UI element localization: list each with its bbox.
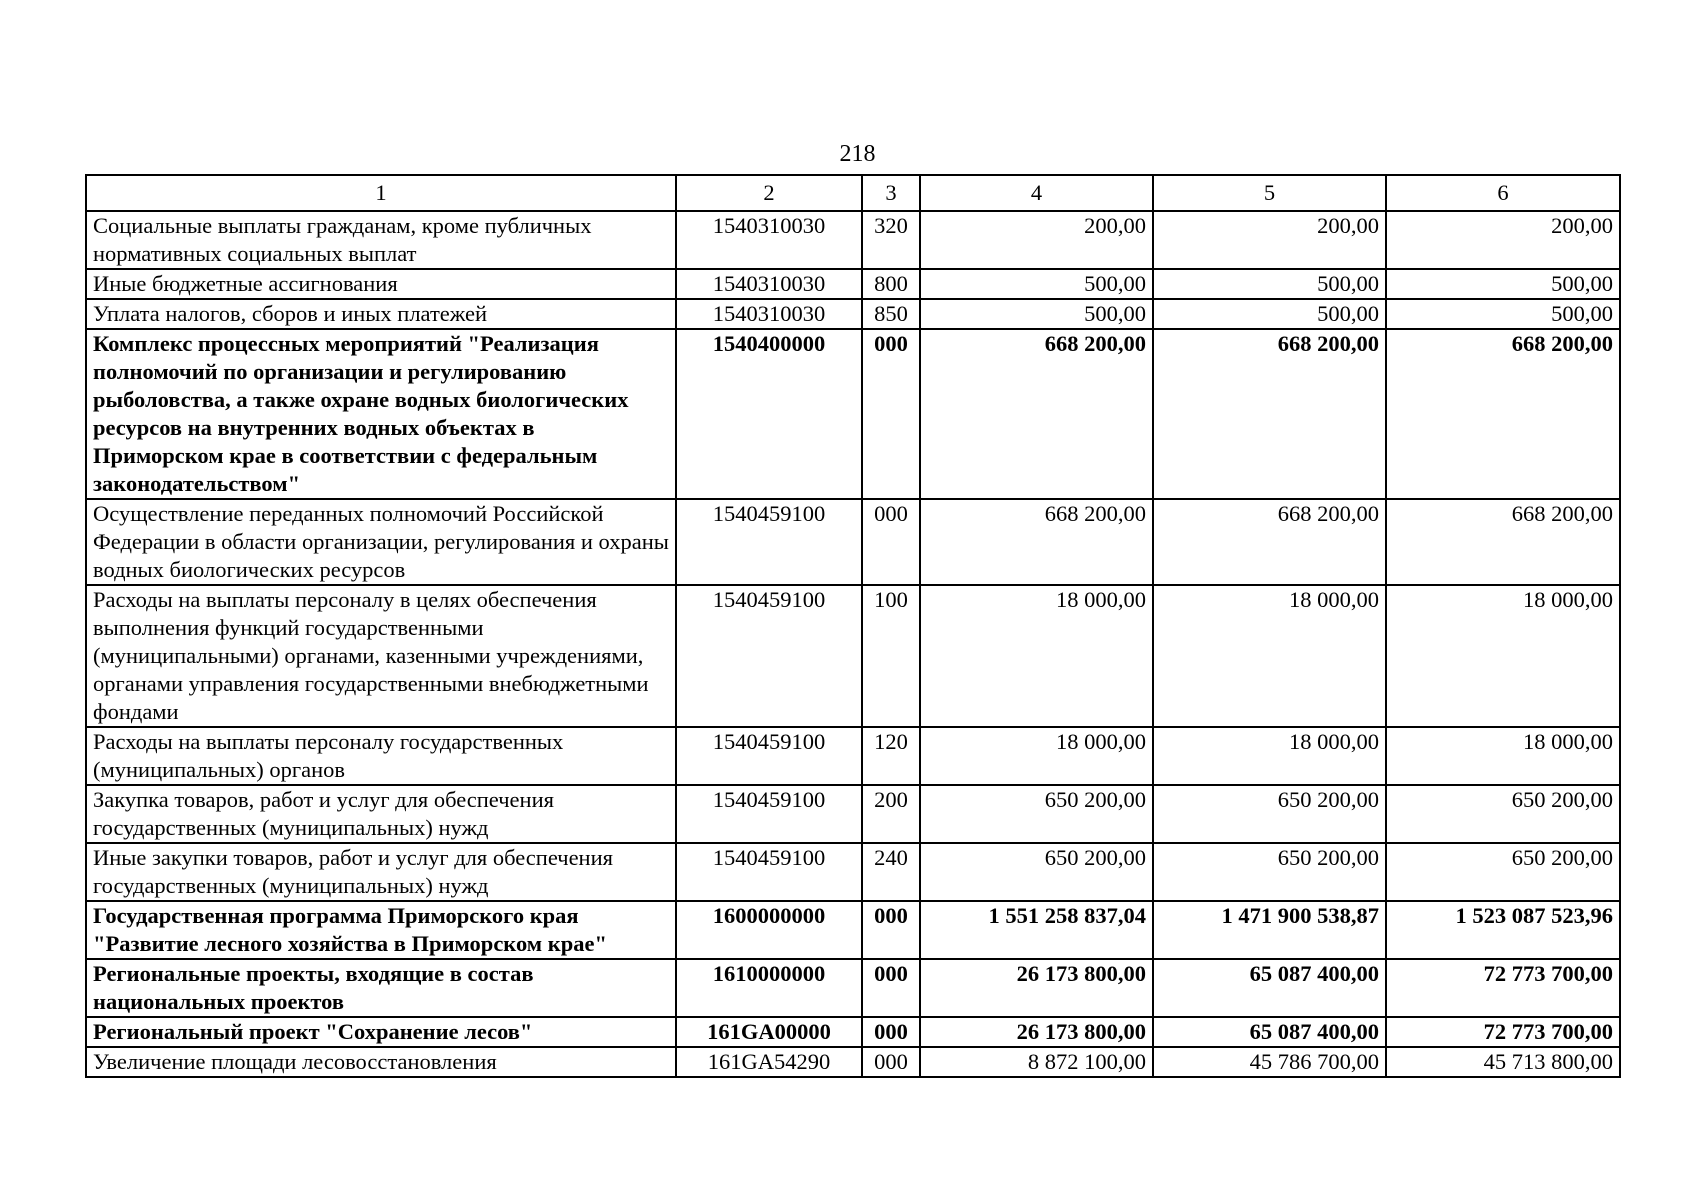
row-value-4: 500,00: [920, 269, 1153, 299]
row-value-6: 1 523 087 523,96: [1386, 901, 1620, 959]
row-code: 1540459100: [676, 585, 862, 727]
row-type: 000: [862, 1017, 920, 1047]
row-value-6: 72 773 700,00: [1386, 1017, 1620, 1047]
row-value-5: 45 786 700,00: [1153, 1047, 1386, 1077]
row-code: 1540459100: [676, 727, 862, 785]
row-name: Иные закупки товаров, работ и услуг для обеспечения государственных (муниципальных) нужд: [86, 843, 676, 901]
row-name: Увеличение площади лесовосстановления: [86, 1047, 676, 1077]
row-code: 1540459100: [676, 499, 862, 585]
row-type: 000: [862, 959, 920, 1017]
row-code: 1540310030: [676, 269, 862, 299]
table-row: [86, 959, 1620, 1017]
row-name: Закупка товаров, работ и услуг для обеспечения государственных (муниципальных) нужд: [86, 785, 676, 843]
row-code: 1540459100: [676, 843, 862, 901]
row-value-5: 1 471 900 538,87: [1153, 901, 1386, 959]
row-value-4: 500,00: [920, 299, 1153, 329]
row-value-6: 18 000,00: [1386, 727, 1620, 785]
row-value-6: 668 200,00: [1386, 499, 1620, 585]
row-name: Государственная программа Приморского края "Развитие лесного хозяйства в Приморском крае": [86, 901, 676, 959]
row-value-4: 650 200,00: [920, 843, 1153, 901]
row-value-6: 500,00: [1386, 299, 1620, 329]
row-value-4: 200,00: [920, 211, 1153, 269]
row-value-6: 650 200,00: [1386, 843, 1620, 901]
row-value-5: 668 200,00: [1153, 329, 1386, 499]
row-value-6: 72 773 700,00: [1386, 959, 1620, 1017]
row-value-5: 65 087 400,00: [1153, 959, 1386, 1017]
row-value-5: 500,00: [1153, 269, 1386, 299]
row-value-5: 500,00: [1153, 299, 1386, 329]
row-code: 1600000000: [676, 901, 862, 959]
row-value-4: 8 872 100,00: [920, 1047, 1153, 1077]
row-value-5: 200,00: [1153, 211, 1386, 269]
table-row: [86, 499, 1620, 585]
row-name: Расходы на выплаты персоналу в целях обеспечения выполнения функций государственными (муниципальными) органами, казенными учреждениями, органами управления государственными внебюджетными фондами: [86, 585, 676, 727]
row-value-6: 200,00: [1386, 211, 1620, 269]
row-name: Иные бюджетные ассигнования: [86, 269, 676, 299]
row-name: Региональный проект "Сохранение лесов": [86, 1017, 676, 1047]
table-row: [86, 843, 1620, 901]
row-type: 320: [862, 211, 920, 269]
budget-table: [85, 174, 1621, 1078]
row-type: 240: [862, 843, 920, 901]
row-code: 1610000000: [676, 959, 862, 1017]
row-code: 1540310030: [676, 211, 862, 269]
row-value-5: 668 200,00: [1153, 499, 1386, 585]
row-value-4: 668 200,00: [920, 329, 1153, 499]
row-name: Региональные проекты, входящие в состав национальных проектов: [86, 959, 676, 1017]
table-row: [86, 211, 1620, 269]
row-value-6: 500,00: [1386, 269, 1620, 299]
row-name: Расходы на выплаты персоналу государственных (муниципальных) органов: [86, 727, 676, 785]
row-name: Уплата налогов, сборов и иных платежей: [86, 299, 676, 329]
row-value-4: 26 173 800,00: [920, 1017, 1153, 1047]
page-number: 218: [839, 141, 876, 167]
row-name: Комплекс процессных мероприятий "Реализация полномочий по организации и регулированию рыболовства, а также охране водных биологических ресурсов на внутренних водных объектах в Приморском крае в соответствии с федеральным законодательством": [86, 329, 676, 499]
row-type: 200: [862, 785, 920, 843]
table-row: [86, 1017, 1620, 1047]
table-row: [86, 585, 1620, 727]
row-value-6: 45 713 800,00: [1386, 1047, 1620, 1077]
row-code: 1540459100: [676, 785, 862, 843]
row-value-5: 18 000,00: [1153, 585, 1386, 727]
row-code: 1540310030: [676, 299, 862, 329]
column-header-6: 6: [1386, 175, 1620, 211]
column-header-3: 3: [862, 175, 920, 211]
row-value-5: 65 087 400,00: [1153, 1017, 1386, 1047]
row-type: 000: [862, 901, 920, 959]
row-type: 000: [862, 329, 920, 499]
row-code: 161GA54290: [676, 1047, 862, 1077]
row-value-6: 18 000,00: [1386, 585, 1620, 727]
row-value-4: 668 200,00: [920, 499, 1153, 585]
row-value-4: 650 200,00: [920, 785, 1153, 843]
row-type: 100: [862, 585, 920, 727]
column-header-2: 2: [676, 175, 862, 211]
table-row: [86, 269, 1620, 299]
column-header-4: 4: [920, 175, 1153, 211]
table-row: [86, 901, 1620, 959]
row-value-5: 650 200,00: [1153, 785, 1386, 843]
table-row: [86, 329, 1620, 499]
row-value-4: 18 000,00: [920, 585, 1153, 727]
row-value-6: 650 200,00: [1386, 785, 1620, 843]
table-row: [86, 727, 1620, 785]
column-header-5: 5: [1153, 175, 1386, 211]
table-row: [86, 785, 1620, 843]
row-type: 800: [862, 269, 920, 299]
row-value-4: 26 173 800,00: [920, 959, 1153, 1017]
row-code: 1540400000: [676, 329, 862, 499]
table-row: [86, 299, 1620, 329]
row-type: 120: [862, 727, 920, 785]
row-name: Осуществление переданных полномочий Российской Федерации в области организации, регулирования и охраны водных биологических ресурсов: [86, 499, 676, 585]
row-type: 000: [862, 499, 920, 585]
row-value-5: 18 000,00: [1153, 727, 1386, 785]
row-type: 000: [862, 1047, 920, 1077]
table-row: [86, 1047, 1620, 1077]
row-value-4: 18 000,00: [920, 727, 1153, 785]
row-value-5: 650 200,00: [1153, 843, 1386, 901]
row-value-6: 668 200,00: [1386, 329, 1620, 499]
row-code: 161GA00000: [676, 1017, 862, 1047]
row-type: 850: [862, 299, 920, 329]
row-value-4: 1 551 258 837,04: [920, 901, 1153, 959]
row-name: Социальные выплаты гражданам, кроме публичных нормативных социальных выплат: [86, 211, 676, 269]
column-header-1: 1: [86, 175, 676, 211]
table-header-row: [86, 175, 1620, 211]
